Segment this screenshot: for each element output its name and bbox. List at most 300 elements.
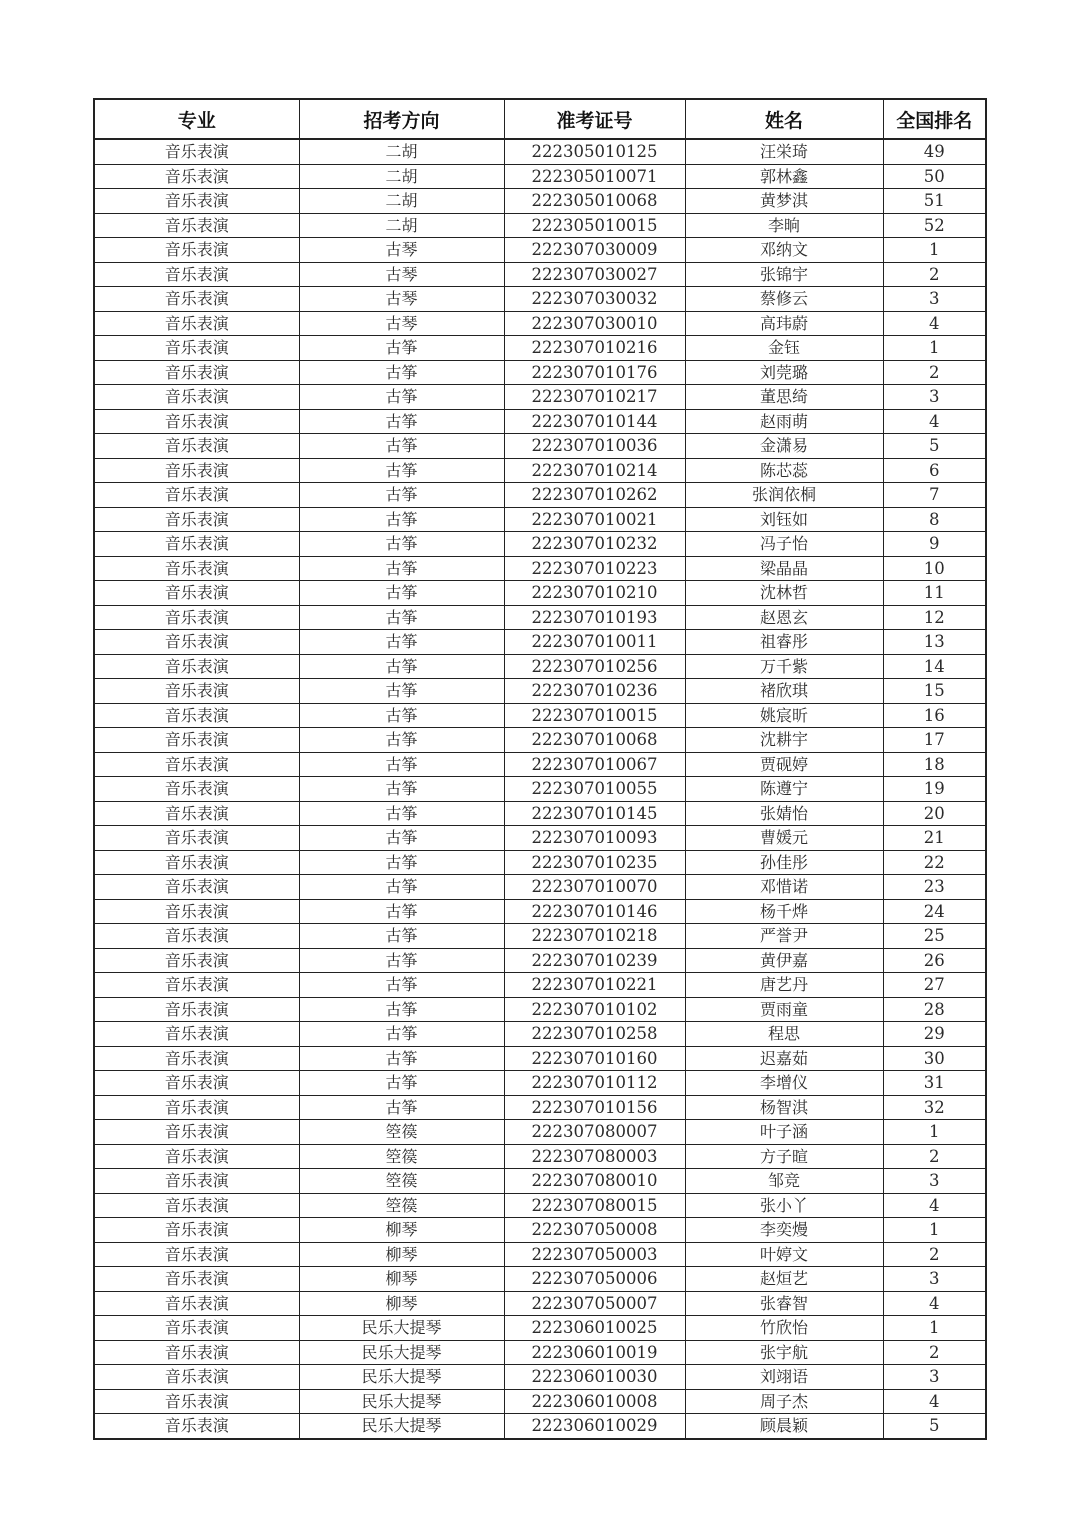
cell-major: 音乐表演: [94, 679, 299, 704]
cell-name: 唐艺丹: [685, 973, 883, 998]
cell-rank: 1: [883, 1316, 986, 1341]
cell-major: 音乐表演: [94, 924, 299, 949]
cell-direction: 古琴: [299, 311, 504, 336]
cell-major: 音乐表演: [94, 1095, 299, 1120]
cell-name: 刘钰如: [685, 507, 883, 532]
cell-exam-id: 222307010217: [504, 385, 685, 410]
cell-major: 音乐表演: [94, 997, 299, 1022]
table-row: [94, 899, 986, 924]
cell-name: 李奕熳: [685, 1218, 883, 1243]
cell-exam-id: 222307080010: [504, 1169, 685, 1194]
cell-exam-id: 222307080003: [504, 1144, 685, 1169]
cell-direction: 柳琴: [299, 1242, 504, 1267]
cell-rank: 16: [883, 703, 986, 728]
cell-rank: 52: [883, 213, 986, 238]
cell-rank: 31: [883, 1071, 986, 1096]
cell-name: 汪栄琦: [685, 139, 883, 164]
cell-major: 音乐表演: [94, 801, 299, 826]
cell-name: 严誉尹: [685, 924, 883, 949]
cell-exam-id: 222307010156: [504, 1095, 685, 1120]
cell-major: 音乐表演: [94, 1022, 299, 1047]
cell-major: 音乐表演: [94, 630, 299, 655]
cell-exam-id: 222307080007: [504, 1120, 685, 1145]
cell-exam-id: 222307010239: [504, 948, 685, 973]
cell-direction: 古筝: [299, 581, 504, 606]
cell-direction: 古筝: [299, 630, 504, 655]
cell-exam-id: 222307050008: [504, 1218, 685, 1243]
cell-direction: 古琴: [299, 287, 504, 312]
cell-name: 周子杰: [685, 1389, 883, 1414]
cell-name: 赵恩玄: [685, 605, 883, 630]
table-row: [94, 1120, 986, 1145]
cell-rank: 1: [883, 1218, 986, 1243]
cell-direction: 古筝: [299, 434, 504, 459]
cell-exam-id: 222307010068: [504, 728, 685, 753]
cell-major: 音乐表演: [94, 458, 299, 483]
cell-major: 音乐表演: [94, 385, 299, 410]
cell-name: 黄梦淇: [685, 189, 883, 214]
cell-rank: 4: [883, 311, 986, 336]
cell-direction: 民乐大提琴: [299, 1365, 504, 1390]
table-row: [94, 556, 986, 581]
cell-direction: 民乐大提琴: [299, 1316, 504, 1341]
cell-name: 邹竞: [685, 1169, 883, 1194]
cell-direction: 柳琴: [299, 1267, 504, 1292]
cell-rank: 1: [883, 238, 986, 263]
cell-direction: 古筝: [299, 483, 504, 508]
cell-exam-id: 222306010029: [504, 1414, 685, 1439]
cell-exam-id: 222307010160: [504, 1046, 685, 1071]
cell-major: 音乐表演: [94, 654, 299, 679]
cell-major: 音乐表演: [94, 262, 299, 287]
cell-rank: 2: [883, 262, 986, 287]
table-row: [94, 654, 986, 679]
cell-rank: 4: [883, 409, 986, 434]
cell-direction: 古筝: [299, 948, 504, 973]
header-name: 姓名: [685, 99, 883, 139]
cell-direction: 二胡: [299, 189, 504, 214]
table-row: [94, 1365, 986, 1390]
cell-rank: 20: [883, 801, 986, 826]
cell-name: 张小丫: [685, 1193, 883, 1218]
cell-name: 陈芯蕊: [685, 458, 883, 483]
cell-rank: 22: [883, 850, 986, 875]
cell-exam-id: 222307010102: [504, 997, 685, 1022]
cell-name: 杨智淇: [685, 1095, 883, 1120]
cell-name: 张润依桐: [685, 483, 883, 508]
cell-rank: 5: [883, 434, 986, 459]
cell-direction: 古筝: [299, 752, 504, 777]
cell-rank: 4: [883, 1193, 986, 1218]
cell-major: 音乐表演: [94, 899, 299, 924]
cell-rank: 6: [883, 458, 986, 483]
table-row: [94, 630, 986, 655]
cell-direction: 古筝: [299, 385, 504, 410]
cell-exam-id: 222307010256: [504, 654, 685, 679]
cell-rank: 13: [883, 630, 986, 655]
cell-major: 音乐表演: [94, 532, 299, 557]
cell-rank: 8: [883, 507, 986, 532]
cell-name: 金钰: [685, 336, 883, 361]
cell-exam-id: 222307030009: [504, 238, 685, 263]
table-row: [94, 1144, 986, 1169]
cell-direction: 古筝: [299, 556, 504, 581]
header-row: [94, 99, 986, 139]
cell-name: 祖睿彤: [685, 630, 883, 655]
cell-rank: 50: [883, 164, 986, 189]
cell-major: 音乐表演: [94, 1414, 299, 1439]
cell-direction: 古筝: [299, 458, 504, 483]
cell-rank: 29: [883, 1022, 986, 1047]
cell-major: 音乐表演: [94, 875, 299, 900]
cell-exam-id: 222306010030: [504, 1365, 685, 1390]
cell-exam-id: 222307010218: [504, 924, 685, 949]
cell-name: 孙佳彤: [685, 850, 883, 875]
cell-direction: 二胡: [299, 164, 504, 189]
ranking-table: [93, 98, 987, 1440]
cell-major: 音乐表演: [94, 1071, 299, 1096]
cell-direction: 古筝: [299, 703, 504, 728]
cell-rank: 10: [883, 556, 986, 581]
cell-major: 音乐表演: [94, 1046, 299, 1071]
table-row: [94, 1218, 986, 1243]
table-row: [94, 507, 986, 532]
table-row: [94, 1193, 986, 1218]
cell-direction: 古筝: [299, 1095, 504, 1120]
cell-major: 音乐表演: [94, 1144, 299, 1169]
table-row: [94, 581, 986, 606]
cell-direction: 二胡: [299, 213, 504, 238]
cell-name: 贾砚婷: [685, 752, 883, 777]
table-row: [94, 728, 986, 753]
cell-major: 音乐表演: [94, 1169, 299, 1194]
cell-rank: 1: [883, 1120, 986, 1145]
cell-name: 张宇航: [685, 1340, 883, 1365]
cell-major: 音乐表演: [94, 336, 299, 361]
cell-direction: 古筝: [299, 1022, 504, 1047]
cell-major: 音乐表演: [94, 605, 299, 630]
cell-major: 音乐表演: [94, 434, 299, 459]
cell-exam-id: 222307010055: [504, 777, 685, 802]
table-row: [94, 385, 986, 410]
cell-name: 顾晨颖: [685, 1414, 883, 1439]
table-row: [94, 1242, 986, 1267]
table-row: [94, 1169, 986, 1194]
table-row: [94, 1071, 986, 1096]
cell-direction: 古筝: [299, 654, 504, 679]
cell-rank: 24: [883, 899, 986, 924]
table-row: [94, 287, 986, 312]
cell-name: 杨千烨: [685, 899, 883, 924]
table-row: [94, 997, 986, 1022]
table-row: [94, 1046, 986, 1071]
cell-name: 叶婷文: [685, 1242, 883, 1267]
cell-exam-id: 222307010214: [504, 458, 685, 483]
cell-name: 蔡修云: [685, 287, 883, 312]
cell-rank: 49: [883, 139, 986, 164]
cell-major: 音乐表演: [94, 850, 299, 875]
table-row: [94, 826, 986, 851]
cell-major: 音乐表演: [94, 287, 299, 312]
cell-major: 音乐表演: [94, 826, 299, 851]
cell-major: 音乐表演: [94, 311, 299, 336]
table-row: [94, 532, 986, 557]
cell-name: 竹欣怡: [685, 1316, 883, 1341]
table-row: [94, 1022, 986, 1047]
table-row: [94, 924, 986, 949]
cell-major: 音乐表演: [94, 703, 299, 728]
cell-major: 音乐表演: [94, 1267, 299, 1292]
cell-name: 刘翊语: [685, 1365, 883, 1390]
cell-rank: 17: [883, 728, 986, 753]
cell-name: 姚宸昕: [685, 703, 883, 728]
cell-exam-id: 222307010223: [504, 556, 685, 581]
cell-exam-id: 222307010210: [504, 581, 685, 606]
cell-rank: 14: [883, 654, 986, 679]
cell-direction: 古筝: [299, 728, 504, 753]
cell-direction: 古筝: [299, 679, 504, 704]
table-row: [94, 875, 986, 900]
cell-name: 邓纳文: [685, 238, 883, 263]
cell-exam-id: 222307010015: [504, 703, 685, 728]
cell-direction: 古筝: [299, 924, 504, 949]
table-row: [94, 1414, 986, 1439]
table-row: [94, 948, 986, 973]
cell-name: 迟嘉茹: [685, 1046, 883, 1071]
table-row: [94, 483, 986, 508]
cell-rank: 28: [883, 997, 986, 1022]
cell-direction: 古筝: [299, 973, 504, 998]
cell-direction: 古筝: [299, 336, 504, 361]
cell-direction: 二胡: [299, 139, 504, 164]
cell-exam-id: 222305010125: [504, 139, 685, 164]
cell-name: 程思: [685, 1022, 883, 1047]
cell-direction: 箜篌: [299, 1120, 504, 1145]
table-row: [94, 1316, 986, 1341]
cell-direction: 柳琴: [299, 1291, 504, 1316]
cell-major: 音乐表演: [94, 238, 299, 263]
cell-exam-id: 222307010112: [504, 1071, 685, 1096]
cell-direction: 古琴: [299, 238, 504, 263]
cell-name: 沈林哲: [685, 581, 883, 606]
cell-exam-id: 222307050003: [504, 1242, 685, 1267]
cell-rank: 5: [883, 1414, 986, 1439]
table-row: [94, 1340, 986, 1365]
cell-exam-id: 222307010221: [504, 973, 685, 998]
cell-exam-id: 222305010015: [504, 213, 685, 238]
table-row: [94, 262, 986, 287]
cell-major: 音乐表演: [94, 507, 299, 532]
table-row: [94, 1389, 986, 1414]
cell-rank: 18: [883, 752, 986, 777]
cell-direction: 箜篌: [299, 1144, 504, 1169]
cell-exam-id: 222307080015: [504, 1193, 685, 1218]
cell-rank: 7: [883, 483, 986, 508]
cell-exam-id: 222307010145: [504, 801, 685, 826]
table-row: [94, 1267, 986, 1292]
cell-exam-id: 222307050006: [504, 1267, 685, 1292]
cell-name: 李晌: [685, 213, 883, 238]
results-sheet: [93, 98, 987, 1440]
table-row: [94, 679, 986, 704]
cell-name: 张睿智: [685, 1291, 883, 1316]
cell-name: 张婧怡: [685, 801, 883, 826]
cell-major: 音乐表演: [94, 1291, 299, 1316]
cell-exam-id: 222307010067: [504, 752, 685, 777]
table-row: [94, 238, 986, 263]
cell-name: 梁晶晶: [685, 556, 883, 581]
cell-rank: 3: [883, 1169, 986, 1194]
table-row: [94, 777, 986, 802]
cell-major: 音乐表演: [94, 752, 299, 777]
cell-name: 邓惜诺: [685, 875, 883, 900]
cell-rank: 11: [883, 581, 986, 606]
table-row: [94, 1291, 986, 1316]
cell-name: 李增仪: [685, 1071, 883, 1096]
table-row: [94, 703, 986, 728]
cell-rank: 32: [883, 1095, 986, 1120]
cell-direction: 古筝: [299, 1071, 504, 1096]
cell-rank: 3: [883, 1365, 986, 1390]
cell-exam-id: 222307010258: [504, 1022, 685, 1047]
table-row: [94, 605, 986, 630]
table-row: [94, 189, 986, 214]
table-row: [94, 360, 986, 385]
cell-exam-id: 222306010008: [504, 1389, 685, 1414]
cell-exam-id: 222307010011: [504, 630, 685, 655]
cell-exam-id: 222307010232: [504, 532, 685, 557]
cell-exam-id: 222307010193: [504, 605, 685, 630]
cell-direction: 箜篌: [299, 1193, 504, 1218]
cell-direction: 古筝: [299, 777, 504, 802]
cell-major: 音乐表演: [94, 189, 299, 214]
cell-major: 音乐表演: [94, 483, 299, 508]
cell-rank: 4: [883, 1389, 986, 1414]
cell-rank: 2: [883, 1340, 986, 1365]
table-row: [94, 311, 986, 336]
cell-rank: 3: [883, 1267, 986, 1292]
cell-exam-id: 222307030027: [504, 262, 685, 287]
cell-rank: 15: [883, 679, 986, 704]
cell-major: 音乐表演: [94, 409, 299, 434]
cell-direction: 古筝: [299, 532, 504, 557]
cell-direction: 古筝: [299, 605, 504, 630]
table-row: [94, 973, 986, 998]
cell-major: 音乐表演: [94, 1340, 299, 1365]
cell-major: 音乐表演: [94, 139, 299, 164]
cell-major: 音乐表演: [94, 556, 299, 581]
cell-rank: 1: [883, 336, 986, 361]
cell-rank: 26: [883, 948, 986, 973]
cell-exam-id: 222307010216: [504, 336, 685, 361]
cell-rank: 12: [883, 605, 986, 630]
cell-exam-id: 222307010176: [504, 360, 685, 385]
table-row: [94, 164, 986, 189]
cell-exam-id: 222305010068: [504, 189, 685, 214]
cell-direction: 民乐大提琴: [299, 1389, 504, 1414]
cell-direction: 古筝: [299, 1046, 504, 1071]
cell-major: 音乐表演: [94, 1316, 299, 1341]
cell-direction: 古筝: [299, 801, 504, 826]
cell-name: 董思绮: [685, 385, 883, 410]
cell-exam-id: 222307030010: [504, 311, 685, 336]
cell-name: 张锦宇: [685, 262, 883, 287]
table-row: [94, 752, 986, 777]
cell-exam-id: 222307050007: [504, 1291, 685, 1316]
cell-exam-id: 222307030032: [504, 287, 685, 312]
cell-name: 赵雨萌: [685, 409, 883, 434]
cell-direction: 古筝: [299, 899, 504, 924]
cell-rank: 2: [883, 1242, 986, 1267]
cell-rank: 19: [883, 777, 986, 802]
cell-direction: 箜篌: [299, 1169, 504, 1194]
cell-name: 沈耕宇: [685, 728, 883, 753]
cell-direction: 民乐大提琴: [299, 1414, 504, 1439]
cell-exam-id: 222306010025: [504, 1316, 685, 1341]
cell-name: 褚欣琪: [685, 679, 883, 704]
cell-rank: 2: [883, 1144, 986, 1169]
header-rank: 全国排名: [883, 99, 986, 139]
cell-direction: 民乐大提琴: [299, 1340, 504, 1365]
cell-major: 音乐表演: [94, 360, 299, 385]
cell-major: 音乐表演: [94, 164, 299, 189]
cell-exam-id: 222307010235: [504, 850, 685, 875]
cell-name: 陈遵宁: [685, 777, 883, 802]
cell-name: 郭林鑫: [685, 164, 883, 189]
cell-direction: 古筝: [299, 850, 504, 875]
table-row: [94, 409, 986, 434]
cell-major: 音乐表演: [94, 1120, 299, 1145]
cell-direction: 古筝: [299, 507, 504, 532]
cell-major: 音乐表演: [94, 1365, 299, 1390]
table-row: [94, 434, 986, 459]
cell-exam-id: 222307010036: [504, 434, 685, 459]
cell-major: 音乐表演: [94, 948, 299, 973]
cell-major: 音乐表演: [94, 213, 299, 238]
cell-direction: 古筝: [299, 409, 504, 434]
cell-name: 贾雨童: [685, 997, 883, 1022]
cell-major: 音乐表演: [94, 581, 299, 606]
cell-exam-id: 222307010144: [504, 409, 685, 434]
cell-name: 刘莞璐: [685, 360, 883, 385]
cell-direction: 古筝: [299, 997, 504, 1022]
cell-name: 金潇易: [685, 434, 883, 459]
cell-rank: 21: [883, 826, 986, 851]
cell-direction: 古筝: [299, 875, 504, 900]
cell-name: 叶子涵: [685, 1120, 883, 1145]
cell-direction: 柳琴: [299, 1218, 504, 1243]
cell-rank: 3: [883, 287, 986, 312]
cell-exam-id: 222307010262: [504, 483, 685, 508]
cell-rank: 30: [883, 1046, 986, 1071]
cell-major: 音乐表演: [94, 973, 299, 998]
table-row: [94, 801, 986, 826]
table-row: [94, 458, 986, 483]
cell-exam-id: 222305010071: [504, 164, 685, 189]
cell-name: 冯子怡: [685, 532, 883, 557]
cell-exam-id: 222307010236: [504, 679, 685, 704]
cell-exam-id: 222307010070: [504, 875, 685, 900]
cell-name: 方子暄: [685, 1144, 883, 1169]
cell-major: 音乐表演: [94, 728, 299, 753]
cell-rank: 2: [883, 360, 986, 385]
cell-rank: 25: [883, 924, 986, 949]
cell-exam-id: 222307010021: [504, 507, 685, 532]
cell-major: 音乐表演: [94, 1193, 299, 1218]
cell-name: 万千紫: [685, 654, 883, 679]
cell-rank: 3: [883, 385, 986, 410]
cell-direction: 古琴: [299, 262, 504, 287]
